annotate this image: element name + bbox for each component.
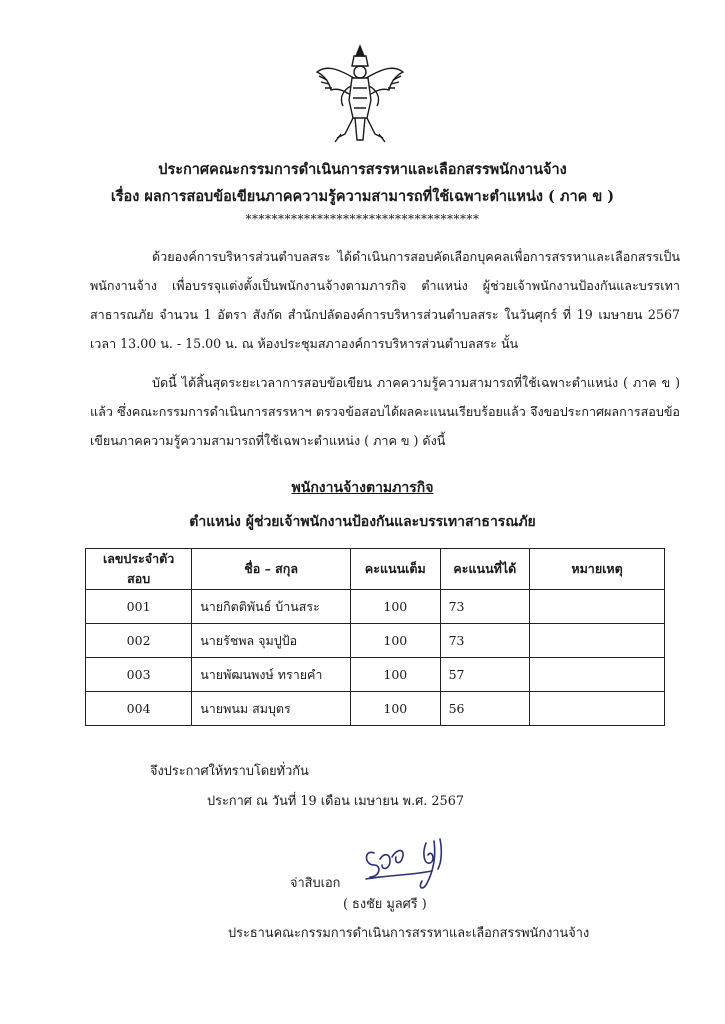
name-cell: นายพนม สมบุตร <box>192 692 351 726</box>
exam-id-cell: 004 <box>86 692 192 726</box>
closing-announce: จึงประกาศให้ทราบโดยทั่วกัน <box>150 764 309 779</box>
table-row <box>86 624 665 658</box>
full-score-cell: 100 <box>351 590 441 624</box>
header-exam-id: เลขประจำตัวสอบ <box>86 549 192 590</box>
full-score-cell: 100 <box>351 692 441 726</box>
announcement-date: ประกาศ ณ วันที่ 19 เดือน เมษายน พ.ศ. 2567 <box>207 794 464 809</box>
signer-rank: จ่าสิบเอก <box>290 876 341 891</box>
exam-id-cell: 002 <box>86 624 192 658</box>
remarks-cell <box>530 624 665 658</box>
exam-id-cell: 001 <box>86 590 192 624</box>
position-title: ตำแหน่ง ผู้ช่วยเจ้าพนักงานป้องกันและบรรเทาสาธารณภัย <box>189 514 536 530</box>
body-paragraph-1: ด้วยองค์การบริหารส่วนตำบลสระ ได้ดำเนินการสอบคัดเลือกบุคคลเพื่อการสรรหาและเลือกสรรเป็นพนักงานจ้าง เพื่อบรรจุแต่งตั้งเป็นพนักงานจ้างตามภารกิจ ตำแหน่ง ผู้ช่วยเจ้าพนักงานป้องกันและบรรเทาสาธารณภัย จำนวน 1 อัตรา สังกัด สำนักปลัดองค์การบริหารส่วนตำบลสระ ในวันศุกร์ ที่ 19 เมษายน 2567 เวลา 13.00 น. - 15.00 น. ณ ห้องประชุมสภาองค์การบริหารส่วนตำบลสระ นั้น <box>90 249 680 351</box>
asterisk-divider: ************************************ <box>245 212 480 226</box>
header-name: ชื่อ – สกุล <box>192 549 351 590</box>
body-paragraph-2: บัดนี้ ได้สิ้นสุดระยะเวลาการสอบข้อเขียน ภาคความรู้ความสามารถที่ใช้เฉพาะตำแหน่ง ( ภาค ข ) แล้ว ซึ่งคณะกรรมการดำเนินการสรรหาฯ ตรวจข้อสอบได้ผลคะแนนเรียบร้อยแล้ว จึงขอประกาศผลการสอบข้อเขียนภาคความรู้ความสามารถที่ใช้เฉพาะตำแหน่ง ( ภาค ข ) ดังนี้ <box>90 375 680 448</box>
score-cell: 57 <box>440 658 530 692</box>
signer-position: ประธานคณะกรรมการดำเนินการสรรหาและเลือกสรรพนักงานจ้าง <box>228 926 590 941</box>
header-score: คะแนนที่ได้ <box>440 549 530 590</box>
score-cell: 56 <box>440 692 530 726</box>
table-header-row <box>86 549 665 590</box>
name-cell: นายรัชพล จุมปูป้อ <box>192 624 351 658</box>
name-cell: นายพัฒนพงษ์ ทรายคำ <box>192 658 351 692</box>
announcement-title: ประกาศคณะกรรมการดำเนินการสรรหาและเลือกสรรพนักงานจ้าง <box>158 161 567 178</box>
header-remarks: หมายเหตุ <box>530 549 665 590</box>
score-cell: 73 <box>440 590 530 624</box>
table-row <box>86 692 665 726</box>
full-score-cell: 100 <box>351 624 441 658</box>
header-full-score: คะแนนเต็ม <box>351 549 441 590</box>
exam-id-cell: 003 <box>86 658 192 692</box>
results-table <box>85 548 665 726</box>
section-heading <box>0 477 725 499</box>
announcement-subject: เรื่อง ผลการสอบข้อเขียนภาคความรู้ความสามารถที่ใช้เฉพาะตำแหน่ง ( ภาค ข ) <box>110 188 615 205</box>
remarks-cell <box>530 658 665 692</box>
handwritten-signature-icon <box>360 835 460 895</box>
section-heading-text: พนักงานจ้างตามภารกิจ <box>291 480 434 496</box>
table-row <box>86 658 665 692</box>
remarks-cell <box>530 692 665 726</box>
full-score-cell: 100 <box>351 658 441 692</box>
score-cell: 73 <box>440 624 530 658</box>
remarks-cell <box>530 590 665 624</box>
signer-name: ( ธงชัย มูลศรี ) <box>343 897 427 912</box>
garuda-emblem-icon <box>315 42 405 147</box>
name-cell: นายกิตติพันธ์ บ้านสระ <box>192 590 351 624</box>
table-row <box>86 590 665 624</box>
